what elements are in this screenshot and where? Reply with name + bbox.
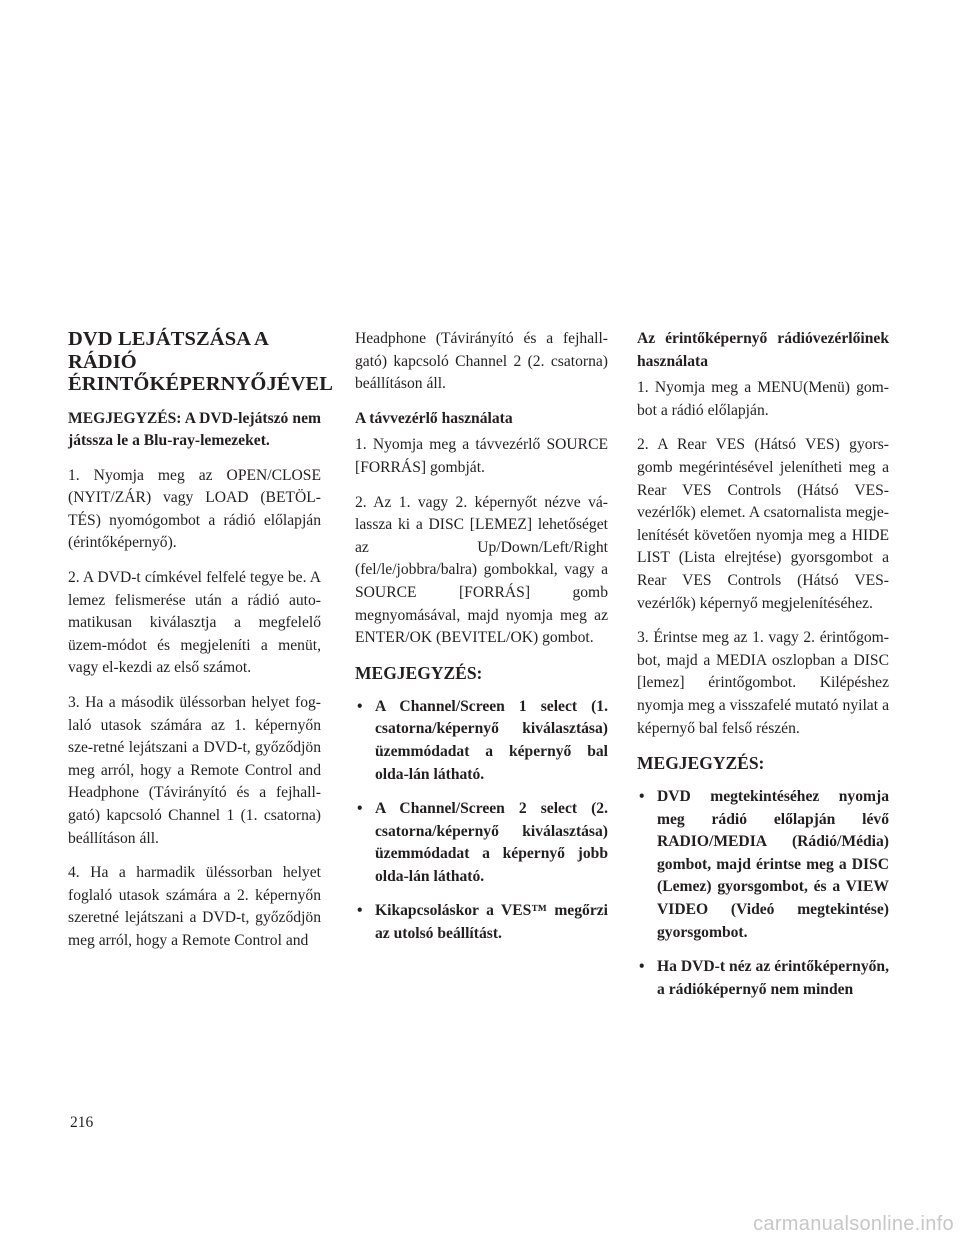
bullet-glyph: •	[639, 788, 645, 806]
list-item: • A Channel/Screen 2 select (2. csatorna/képernyő kiválasztása) üzemmódadat a képernyő jobb olda-lán látható.	[357, 800, 608, 885]
step-3-paragraph: 3. Ha a második üléssorban helyet fog-laló utasok számára az 1. képernyőn sze-retné lejátszani a DVD-t, győződjön meg arról, hogy a Remote Control and Headphone (Távirányító és a fejhall-gató) kapcsoló Channel 1 (1. csatorna) beállításon áll.	[68, 694, 321, 847]
touchscreen-subheading: Az érintőképernyő rádióvezérlőinek használata	[637, 330, 889, 370]
watermark: carmanualsonline.info	[753, 1213, 954, 1235]
step-2-paragraph: 2. A DVD-t címkével felfelé tegye be. A lemez felismerése után a rádió auto-matikusan kiválasztja a megfelelő üzem-módot és megjeleníti a menüt, vagy el-kezdi az első számot.	[68, 569, 321, 677]
step-1-paragraph: 1. Nyomja meg az OPEN/CLOSE (NYIT/ZÁR) vagy LOAD (BETÖL-TÉS) nyomógombot a rádió előlapján (érintőképernyő).	[68, 466, 321, 552]
list-item: • Ha DVD-t néz az érintőképernyőn, a rádióképernyő nem minden	[639, 958, 889, 998]
bullet-glyph: •	[357, 697, 363, 715]
step-4-paragraph: 4. Ha a harmadik üléssorban helyet foglaló utasok számára a 2. képernyőn szeretné lejátszani a DVD-t, győződjön meg arról, hogy a Remote Control and	[68, 864, 321, 949]
step-4-continued: Headphone (Távirányító és a fejhall-gató) kapcsoló Channel 2 (2. csatorna) beállításon áll.	[355, 330, 608, 393]
touch-step-2: 2. A Rear VES (Hátsó VES) gyors-gomb megérintésével jelenítheti meg a Rear VES Controls (Hátsó VES-vezérlők) elemet. A csatornalista megje-lenítését követően nyomja meg a HIDE LIST (Lista elrejtése) gyorsgombot a Rear VES Controls (Hátsó VES-vezérlők) képernyő megjelenítéséhez.	[637, 436, 889, 612]
bullet-glyph: •	[639, 958, 645, 976]
touch-step-3: 3. Érintse meg az 1. vagy 2. érintőgom-bot, majd a MEDIA oszlopban a DISC [lemez] érintőgombot. Kilépéshez nyomja meg a visszafelé mutató nyilat a képernyő bal felső részén.	[637, 629, 889, 737]
remote-subheading: A távvezérlő használata	[355, 409, 513, 427]
note-blu-ray: MEGJEGYZÉS: A DVD-lejátszó nem játssza le a Blu-ray-lemezeket.	[68, 409, 321, 450]
column-left	[68, 328, 334, 965]
remote-step-2: 2. Az 1. vagy 2. képernyőt nézve vá-lassza ki a DISC [LEMEZ] lehetőséget az Up/Down/Left/Right (fel/le/jobbra/balra) gombokkal, vagy a SOURCE [FORRÁS] gomb megnyomásával, majd nyomja meg az ENTER/OK (BEVITEL/OK) gombot.	[355, 493, 608, 647]
list-item: • DVD megtekintéséhez nyomja meg rádió előlapján lévő RADIO/MEDIA (Rádió/Média) gombot, majd érintse meg a DISC (Lemez) gyorsgombot, és a VIEW VIDEO (Videó megtekintése) gyorsgombot.	[639, 788, 889, 941]
note-list	[637, 786, 889, 1001]
list-item: • Kikapcsoláskor a VES™ megőrzi az utolsó beállítást.	[357, 902, 608, 943]
note-heading: MEGJEGYZÉS:	[355, 662, 483, 683]
column-right	[637, 328, 889, 1013]
note-heading: MEGJEGYZÉS:	[637, 753, 765, 774]
touch-step-1: 1. Nyomja meg a MENU(Menü) gom-bot a rádió előlapján.	[637, 379, 889, 419]
note-list	[355, 696, 608, 946]
list-item: • A Channel/Screen 1 select (1. csatorna/képernyő kiválasztása) üzemmódadat a képernyő bal olda-lán látható.	[357, 697, 608, 783]
column-middle	[355, 328, 608, 958]
bullet-glyph: •	[357, 902, 363, 920]
page-number: 216	[70, 1114, 94, 1131]
bullet-glyph: •	[357, 800, 363, 818]
section-title: DVD LEJÁTSZÁSA A RÁDIÓ ÉRINTŐKÉPERNYŐJÉVEL	[68, 328, 334, 395]
remote-step-1: 1. Nyomja meg a távvezérlő SOURCE [FORRÁS] gombját.	[355, 436, 608, 476]
